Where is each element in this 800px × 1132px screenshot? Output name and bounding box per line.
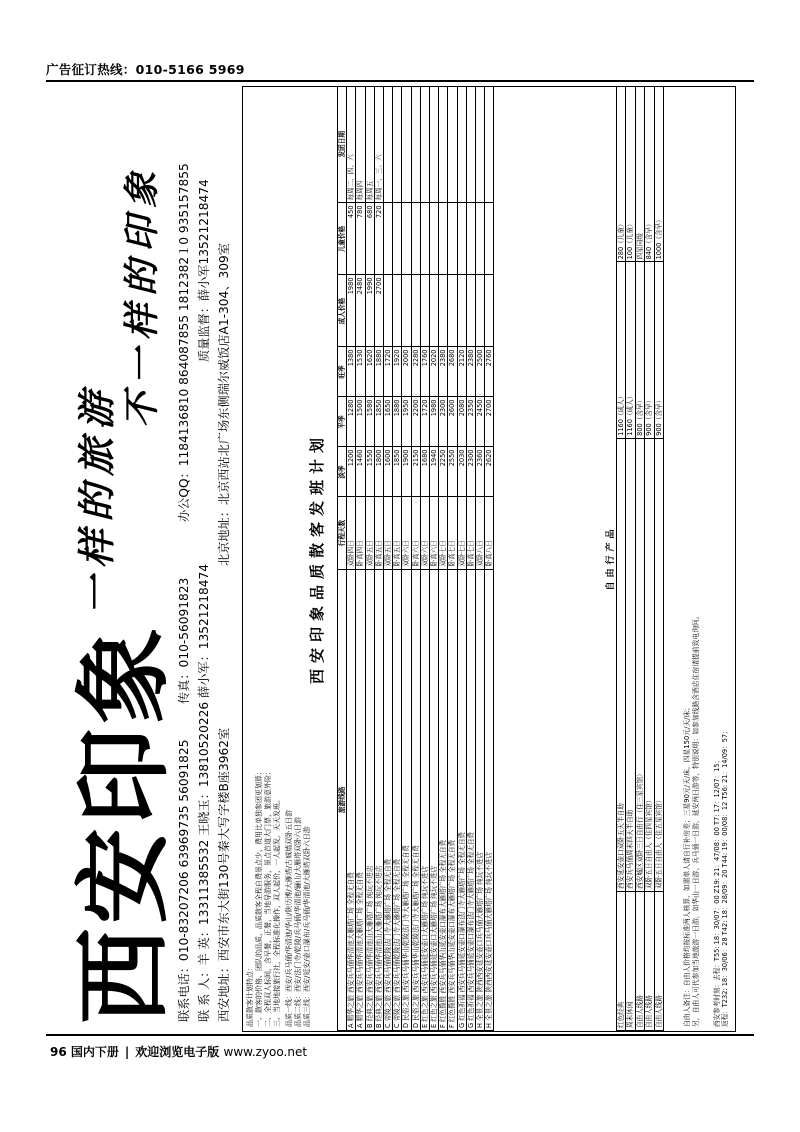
ad-header [64,86,231,1032]
schedule-cell: 2760 [485,347,494,397]
schedule-cell: B 经典之旅 西安兵马俑华清池山大雁塔广场 纯玩不进店 [365,569,374,1030]
schedule-cell: 2450 [476,397,485,447]
col-route: 旅游线路 [338,569,347,1030]
schedule-cell [384,203,393,275]
line-def: 品质三线：西安/延安/壶口瀑布/兵马俑/华清池/大雁塔双卧六日游 [303,826,311,1027]
schedule-cell: 1200 [347,447,356,497]
free-travel-cell: 自由人线路 [645,891,654,1030]
brand-title: 西安印象 [67,624,180,1024]
free-travel-cell: 西安延安壶口双卧五天半自助 [617,438,626,891]
schedule-cell: 1380 [347,347,356,397]
train-timetable [713,727,730,1027]
schedule-cell: 1530 [356,347,365,397]
schedule-cell: G 红色祈福 西安兵马俑延安壶口瀑布法门寺大雁塔广场 全程无自费 [457,569,466,1030]
schedule-cell: 1500 [356,397,365,447]
free-travel-cell: 900（含早） [654,262,663,438]
office-qq: 办公QQ：1184136810 864087855 1812382１0 935157855 [177,163,191,522]
schedule-row [439,86,448,1031]
schedule-cell [384,275,393,347]
schedule-row [485,86,494,1031]
free-travel-cell: 280（儿童） [617,86,626,262]
schedule-cell: 每周一、三、六 [374,86,383,203]
schedule-cell: 双卧六日 [402,497,411,569]
schedule-row [457,86,466,1031]
schedule-cell: 1950 [402,397,411,447]
free-travel-cell: 双卧五日自由人（住四星宾馆） [645,438,654,891]
schedule-cell: 2000 [402,347,411,397]
schedule-cell [439,203,448,275]
schedule-cell: 卧高五日 [393,497,402,569]
schedule-cell: 2020 [430,347,439,397]
free-travel-notes [683,97,700,1027]
col-mid: 平季 [338,397,347,447]
schedule-cell [457,203,466,275]
schedule-cell [402,275,411,347]
schedule-row [365,86,374,1031]
schedule-cell: 2030 [457,447,466,497]
schedule-cell [439,275,448,347]
schedule-cell: 2300 [466,447,475,497]
free-travel-cell: 1160（成人） [617,262,626,438]
schedule-cell: C 帝陵之旅 西安兵马俑乾陵法门寺大雁塔广场 全程无自费 [393,569,402,1030]
col-low: 淡季 [338,447,347,497]
schedule-cell: 2600 [448,397,457,447]
schedule-cell: 2360 [476,447,485,497]
schedule-cell [393,275,402,347]
schedule-cell: 780 [356,203,365,275]
schedule-cell [420,203,429,275]
schedule-cell: 2150 [411,447,420,497]
schedule-cell: 1800 [374,447,383,497]
schedule-cell: 双卧七日 [439,497,448,569]
schedule-cell: 1720 [384,347,393,397]
schedule-cell: 2300 [439,397,448,447]
footer-promo: 欢迎浏览电子版 [135,1045,220,1059]
schedule-cell [393,86,402,203]
rotated-advertisement [64,86,736,1032]
schedule-cell [485,86,494,203]
free-travel-table [616,86,664,1031]
schedule-cell: 双卧八日 [476,497,485,569]
schedule-cell: F 红色揽胜 西安兵马俑华山延安壶口瀑布大雁塔广场 全程无自费 [439,569,448,1030]
schedule-cell: 1460 [356,447,365,497]
schedule-body [347,86,494,1031]
schedule-cell [402,203,411,275]
schedule-cell: D 民俗之旅 西安兵马俑华山乾陵法门寺大雁塔广场 全程无自费 [402,569,411,1030]
schedule-cell: 每周五 [365,86,374,203]
schedule-cell [411,203,420,275]
schedule-cell: 1900 [402,447,411,497]
line-def: 品质一线：西安/兵马俑/华清池/华山/陕历博/大雁塔/古城墙双卧五日游 [285,809,293,1027]
schedule-cell: C 帝陵之旅 西安兵马俑乾陵法门寺大雁塔广场 全程无自费 [384,569,393,1030]
schedule-cell [457,86,466,203]
schedule-cell [448,203,457,275]
misc-line: 另，自由人可代参加当地旅游一日游，如华山一日游、兵马俑一日游，延安两日游等，特别说明：如参加线路含酒店住宿请提前致电询问。 [691,612,700,1027]
schedule-cell [476,86,485,203]
schedule-cell: 1850 [393,447,402,497]
schedule-cell: 2380 [439,347,448,397]
schedule-cell: 1880 [393,397,402,447]
schedule-cell [420,275,429,347]
schedule-cell: 2480 [356,275,365,347]
schedule-cell: 1850 [374,397,383,447]
free-travel-cell: 自由人线路 [635,891,644,1030]
free-travel-cell: 红色经典 [617,891,626,1030]
top-divider [46,80,754,82]
free-travel-cell: 西安城区双卧三日自由行（住三星宾馆） [635,438,644,891]
quality-line-definitions [285,727,312,1027]
contact-people: 联 系 人：羊 英：13311385532 王晓玉：13810520226 薛小军：13521218474 [197,563,211,1022]
beijing-address: 北京地址：北京西站北广场东侧瑞尔威饭店A1-304、309室 [217,243,231,566]
schedule-cell [476,203,485,275]
schedule-cell: 卧高四日 [356,497,365,569]
schedule-cell [485,203,494,275]
free-travel-cell: 1000（含早） [654,86,663,262]
service-notes [246,727,282,1027]
free-travel-body [617,86,664,1031]
contact-block [174,86,234,1022]
free-travel-cell: 1160（成人） [626,262,635,438]
free-travel-cell: 840（含早） [645,86,654,262]
schedule-cell: 450 [347,203,356,275]
line-def: 品质二线：西安/法门寺/乾陵/兵马俑/华清池/骊山/大雁塔双卧六日游 [294,816,302,1027]
schedule-cell [466,86,475,203]
schedule-title: 西安印象品质散客发班计划 [308,432,326,685]
schedule-cell: 双卧七日 [457,497,466,569]
schedule-cell: 卧高七日 [466,497,475,569]
schedule-cell: 双卧五日 [365,497,374,569]
note-line: 二、全程双人标间，含早餐，正餐，当地导游服务，景点首道大门票，旅游意外险； [264,768,272,1027]
schedule-row [393,86,402,1031]
schedule-cell: 2700 [485,397,494,447]
schedule-cell: 2250 [439,447,448,497]
schedule-cell [420,86,429,203]
schedule-cell [448,275,457,347]
schedule-cell [430,86,439,203]
schedule-row [466,86,475,1031]
schedule-cell [402,86,411,203]
tagline-line-1: 一样的旅游 [74,383,119,614]
col-peak: 旺季 [338,347,347,397]
schedule-header-row [338,86,347,1031]
schedule-cell: E 红色之旅 西安兵马俑延安壶口大雁塔广场 纯玩不进店 [420,569,429,1030]
schedule-cell: 卧高七日 [448,497,457,569]
free-travel-cell: 四星同级 [635,86,644,262]
tagline-line-2: 不一样的印象 [121,163,163,428]
schedule-row [356,86,365,1031]
schedule-cell: 2500 [476,347,485,397]
col-child: 儿童价格 [338,203,347,275]
schedule-cell: F 红色揽胜 西安兵马俑华山延安壶口瀑布大雁塔广场 全程无自费 [448,569,457,1030]
schedule-cell [411,275,420,347]
note-line: 品质散客计划特点： [246,964,254,1027]
schedule-cell [384,86,393,203]
schedule-cell: 2350 [466,397,475,447]
free-travel-row [654,86,663,1031]
schedule-row [411,86,420,1031]
schedule-cell [466,275,475,347]
schedule-cell: 2280 [411,347,420,397]
schedule-cell: 2550 [448,447,457,497]
schedule-cell [457,275,466,347]
note-line: 三、当地地接旅行社，全程标准化操作，双人起价，一人起发，天天发班。 [273,796,281,1027]
schedule-cell: A 精华之旅 西安兵马俑华清池大雁塔广场 全程无自费 [356,569,365,1030]
schedule-cell: 双卧五日 [384,497,393,569]
schedule-cell: 1880 [374,347,383,397]
schedule-cell: 每周二、四、六 [347,86,356,203]
schedule-cell: 1580 [365,397,374,447]
train-line: 返程：T232: 18：30/06：28 T42: 18：28/09：20 T44: 19：00/08：12 T56: 21：14/09：57； [721,727,730,1027]
schedule-cell: 2700 [374,275,383,347]
schedule-cell: H 全景之旅 陕西西安延安壶口兵马俑大雁塔广场 纯玩不进店 [476,569,485,1030]
schedule-cell: 1920 [393,347,402,397]
schedule-cell: E 红色之旅 西安兵马俑延安壶口大雁塔广场 纯玩不进店 [430,569,439,1030]
schedule-cell: 1720 [420,397,429,447]
schedule-cell: D 民俗之旅 西安兵马俑华山乾陵法门寺大雁塔广场 全程无自费 [411,569,420,1030]
schedule-table [337,86,494,1031]
schedule-cell: 680 [365,203,374,275]
schedule-cell: 2620 [485,447,494,497]
schedule-cell: 1650 [384,397,393,447]
schedule-cell: 卧高八日 [485,497,494,569]
schedule-row [347,86,356,1031]
free-travel-row [617,86,626,1031]
schedule-cell: 1620 [365,347,374,397]
free-travel-row [635,86,644,1031]
free-travel-cell: 100（儿童） [626,86,635,262]
section-name: 国内下册 [70,1045,119,1059]
schedule-cell [466,203,475,275]
schedule-cell [430,203,439,275]
schedule-cell: 1980 [430,397,439,447]
schedule-cell: 2120 [457,347,466,397]
schedule-row [384,86,393,1031]
page-number: 96 [50,1045,67,1059]
schedule-cell: 2680 [448,347,457,397]
footer-url[interactable]: www.zyoo.net [223,1045,308,1059]
schedule-row [476,86,485,1031]
schedule-cell: 双卧六日 [420,497,429,569]
schedule-row [448,86,457,1031]
schedule-cell: 1550 [365,447,374,497]
free-travel-cell: 800（含早） [635,262,644,438]
bottom-divider [46,1034,754,1036]
schedule-cell: 双卧四日 [347,497,356,569]
free-travel-cell: 周末休闲 [626,891,635,1030]
schedule-cell: 1940 [430,447,439,497]
page-footer [50,1043,307,1060]
schedule-cell: A 精华之旅 西安兵马俑华清池大雁塔广场 全程无自费 [347,569,356,1030]
misc-line: 自由人备注：自由人价格均按标准两人核算，如需单人请自行补房差；三星90元/天/床，四星150元/天/床； [683,703,691,1027]
footer-separator: | [124,1045,130,1059]
schedule-cell: 1990 [365,275,374,347]
free-travel-cell: 自由人线路 [654,891,663,1030]
ad-hotline: 广告征订热线：010-5166 5969 [46,62,245,77]
schedule-cell [430,275,439,347]
schedule-cell [393,203,402,275]
schedule-cell: H 全景之旅 陕西西安延安壶口兵马俑大雁塔广场 纯玩不进店 [485,569,494,1030]
schedule-cell: 1280 [347,397,356,447]
schedule-cell [485,275,494,347]
xian-address: 西安地址：西安市东大街130号秦大写字楼B座3962室 [217,727,231,1022]
schedule-cell [439,86,448,203]
quality-supervision: 质量监督：薛小军13521218474 [197,179,211,362]
free-travel-title: 自由行产品 [606,525,616,591]
free-travel-section [607,86,664,1031]
schedule-cell: 1680 [420,447,429,497]
schedule-row [420,86,429,1031]
schedule-cell: 1600 [384,447,393,497]
schedule-cell: 2080 [457,397,466,447]
schedule-cell: 卧高六日 [430,497,439,569]
schedule-cell: 720 [374,203,383,275]
col-dates: 发团日期 [338,86,347,203]
schedule-cell: 2200 [411,397,420,447]
col-days: 行程天数 [338,497,347,569]
schedule-row [430,86,439,1031]
free-travel-row [626,86,635,1031]
schedule-panel [242,86,736,1032]
free-travel-cell: 西安兵马俑周末四天半自助 [626,438,635,891]
schedule-cell: B 经典之旅 西安兵马俑华清池山大雁塔广场 纯玩不进店 [374,569,383,1030]
schedule-cell: G 红色祈福 西安兵马俑延安壶口瀑布法门寺大雁塔广场 全程无自费 [466,569,475,1030]
schedule-cell: 2380 [466,347,475,397]
train-line: 西安参考时刻：去程：T55: 18：30/07：00 Z19: 21：47/08：00 T7: 17：12/07：15； [713,756,721,1027]
free-travel-cell: 900（含早） [645,262,654,438]
free-travel-cell: 双卧五日自由人（住五星宾馆） [654,438,663,891]
schedule-cell [476,275,485,347]
schedule-row [374,86,383,1031]
schedule-cell: 每周四 [356,86,365,203]
schedule-cell [411,86,420,203]
note-line: 一、散客的价格、团队的品质，品质散客全程自费景点少，费用比单独参团更划算； [255,768,263,1027]
schedule-cell: 1760 [420,347,429,397]
schedule-row [402,86,411,1031]
contact-phone: 联系电话：010-83207206 63969735 56091825 [177,739,191,1022]
col-adult: 成人价格 [338,275,347,347]
schedule-cell: 卧高五日 [374,497,383,569]
free-travel-row [645,86,654,1031]
schedule-cell [448,86,457,203]
fax-number: 传真：010-56091823 [177,577,191,704]
schedule-cell: 卧高六日 [411,497,420,569]
schedule-cell: 1980 [347,275,356,347]
